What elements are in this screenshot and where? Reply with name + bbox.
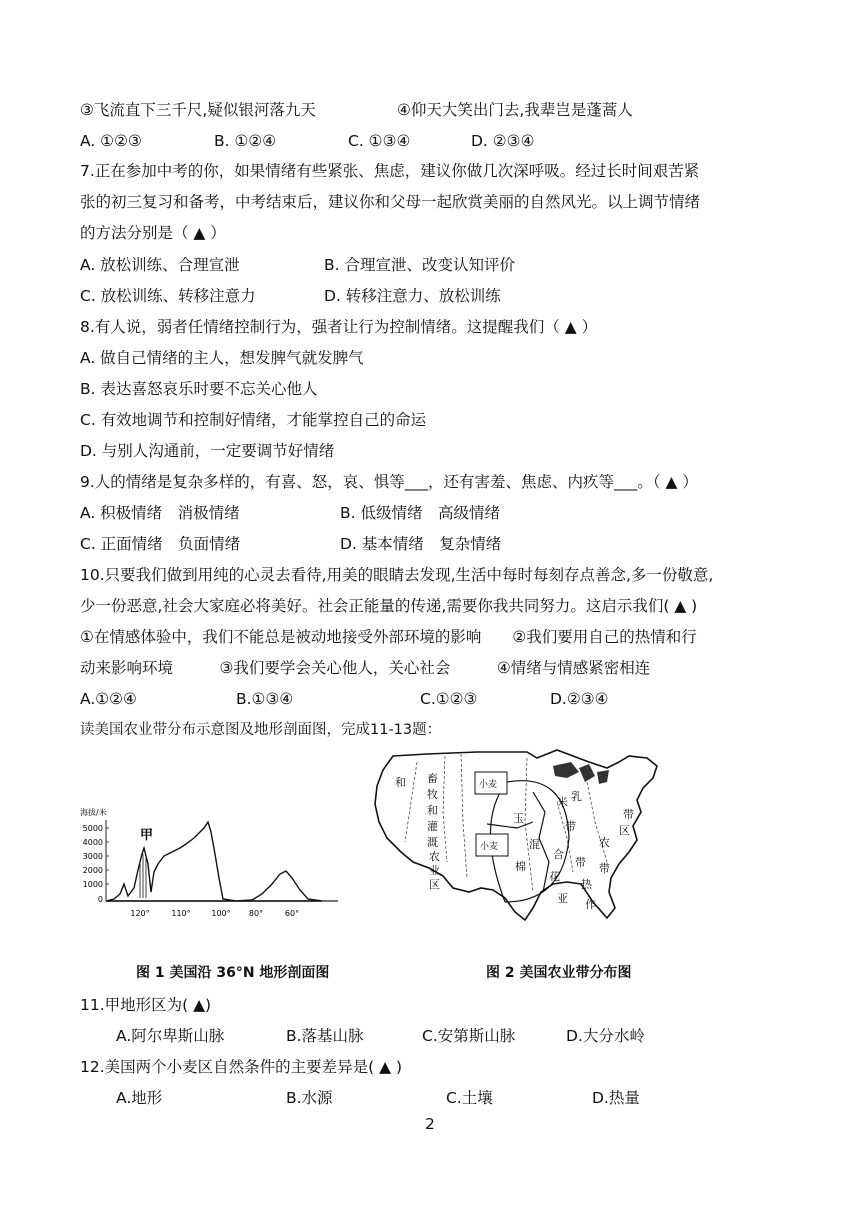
q8-option-a: A. 做自己情绪的主人，想发脾气就发脾气 <box>80 349 364 367</box>
q11-option-d: D.大分水岭 <box>566 1027 645 1045</box>
terrain-profile-figure <box>76 798 346 926</box>
q9-option-c: C. 正面情绪 负面情绪 <box>80 535 241 553</box>
map-label: 乳 <box>571 790 582 803</box>
q11-stem: 11.甲地形区为( ▲) <box>80 996 212 1014</box>
profile-ytick: 5000 <box>82 824 103 833</box>
map-label: 热 <box>581 878 592 891</box>
q10-line-1: 10.只要我们做到用纯的心灵去看待,用美的眼睛去发现,生活中每时每刻存点善念,多一份敬意, <box>80 566 714 584</box>
q7-option-b: B. 合理宣泄、改变认知评价 <box>324 256 515 274</box>
map-label: 作 <box>585 898 596 911</box>
us-agriculture-map <box>357 742 687 927</box>
q12-option-c: C.土壤 <box>446 1089 493 1107</box>
profile-xtick: 110° <box>171 909 191 918</box>
q7-option-a: A. 放松训练、合理宣泄 <box>80 256 240 274</box>
q9-option-a: A. 积极情绪 消极情绪 <box>80 504 240 522</box>
q10-option-c: C.①②③ <box>420 690 478 708</box>
q10-option-row <box>80 688 609 710</box>
q10-option-a: A.①②④ <box>80 690 137 708</box>
map-label: 带 <box>575 856 586 869</box>
map-label: 小麦 <box>480 842 499 852</box>
option-c: C. ①③④ <box>348 132 411 150</box>
q10-option-d: D.②③④ <box>550 690 609 708</box>
q12-option-b: B.水源 <box>286 1089 333 1107</box>
q9-stem: 9.人的情绪是复杂多样的，有喜、怒，哀、惧等___，还有害羞、焦虑、内疚等___。（ ▲ ） <box>80 473 698 491</box>
profile-xtick: 100° <box>211 909 231 918</box>
q10-line-2: 少一份恶意,社会大家庭必将美好。社会正能量的传递,需要你我共同努力。这启示我们( ▲ ) <box>80 597 698 615</box>
option-d: D. ②③④ <box>471 132 535 150</box>
map-label: 畜 <box>427 772 438 785</box>
map-label: 带 <box>565 820 576 833</box>
q9-option-b: B. 低级情绪 高级情绪 <box>340 504 500 522</box>
q10-line-3: ①在情感体验中，我们不能总是被动地接受外部环境的影响 ②我们要用自己的热情和行 <box>80 628 697 646</box>
q11-option-a: A.阿尔卑斯山脉 <box>116 1027 225 1045</box>
profile-ytick: 0 <box>97 895 103 904</box>
q12-option-row <box>116 1087 640 1109</box>
us-outline <box>375 750 657 920</box>
profile-xtick: 80° <box>248 909 264 918</box>
statement-3: ③飞流直下三千尺,疑似银河落九天 <box>80 101 316 119</box>
q7-line-1: 7.正在参加中考的你，如果情绪有些紧张、焦虑，建议你做几次深呼吸。经过长时间艰苦紧 <box>80 162 700 180</box>
map-label: 小麦 <box>479 780 498 790</box>
profile-ytick: 3000 <box>82 852 103 861</box>
q8-stem: 8.有人说，弱者任情绪控制行为，强者让行为控制情绪。这提醒我们（ ▲ ） <box>80 318 598 336</box>
q8-option-c: C. 有效地调节和控制好情绪，才能掌控自己的命运 <box>80 411 427 429</box>
page-number: 2 <box>425 1115 435 1133</box>
map-label: 米 <box>557 796 568 809</box>
q9-option-d: D. 基本情绪 复杂情绪 <box>340 535 502 553</box>
option-row <box>80 130 534 152</box>
map-label: 溉 <box>427 836 438 849</box>
terrain-profile <box>106 822 322 901</box>
figure-intro: 读美国农业带分布示意图及地形剖面图，完成11-13题： <box>80 722 442 738</box>
q8-option-d: D. 与别人沟通前，一定要调节好情绪 <box>80 442 335 460</box>
q7-option-d: D. 转移注意力、放松训练 <box>324 287 501 305</box>
q7-option-c: C. 放松训练、转移注意力 <box>80 287 256 305</box>
option-a: A. ①②③ <box>80 132 142 150</box>
map-label: 混 <box>529 838 540 851</box>
q7-option-row-2 <box>80 285 501 307</box>
map-label: 农 <box>429 850 440 863</box>
q10-option-b: B.①③④ <box>236 690 294 708</box>
profile-ytick: 1000 <box>82 880 103 889</box>
profile-xtick: 60° <box>284 909 300 918</box>
map-label: 花 <box>549 870 560 883</box>
map-label: 合 <box>553 848 564 861</box>
figure-1-caption: 图 1 美国沿 36°N 地形剖面图 <box>136 965 330 981</box>
q11-option-row <box>116 1025 645 1047</box>
q10-line-4: 动来影响环境 ③我们要学会关心他人，关心社会 ④情绪与情感紧密相连 <box>80 659 651 677</box>
q8-option-b: B. 表达喜怒哀乐时要不忘关心他人 <box>80 380 318 398</box>
q12-option-a: A.地形 <box>116 1089 163 1107</box>
q9-option-row-2 <box>80 533 501 555</box>
profile-marker-jia: 甲 <box>140 828 154 843</box>
map-label: 和 <box>395 776 406 789</box>
profile-ytick: 4000 <box>82 838 103 847</box>
q7-option-row-1 <box>80 254 515 276</box>
q11-option-b: B.落基山脉 <box>286 1027 364 1045</box>
q12-option-d: D.热量 <box>592 1089 640 1107</box>
map-label: 牧 <box>427 788 438 801</box>
map-label: 灌 <box>427 820 438 833</box>
map-label: 带 <box>599 862 610 875</box>
map-label: 区 <box>619 824 630 837</box>
map-label: 玉 <box>513 812 524 825</box>
map-label: 农 <box>599 836 610 849</box>
profile-ytick: 2000 <box>82 866 103 875</box>
q12-stem: 12.美国两个小麦区自然条件的主要差异是( ▲ ) <box>80 1058 403 1076</box>
statement-4: ④仰天大笑出门去,我辈岂是蓬蒿人 <box>397 101 633 119</box>
figure-2-caption: 图 2 美国农业带分布图 <box>486 965 632 981</box>
map-label: 和 <box>427 804 438 817</box>
profile-ylabel: 海拔/米 <box>80 808 107 817</box>
option-b: B. ①②④ <box>214 132 277 150</box>
profile-xtick: 120° <box>130 909 150 918</box>
q7-line-2: 张的初三复习和备考，中考结束后，建议你和父母一起欣赏美丽的自然风光。以上调节情绪 <box>80 193 701 211</box>
q9-option-row-1 <box>80 502 500 524</box>
map-label: 亚 <box>557 892 568 905</box>
map-label: 带 <box>623 808 634 821</box>
map-label: 棉 <box>515 860 526 873</box>
map-label: 区 <box>429 878 440 891</box>
map-label: 业 <box>429 864 440 877</box>
q11-option-c: C.安第斯山脉 <box>422 1027 516 1045</box>
q7-line-3: 的方法分别是（ ▲ ） <box>80 224 226 242</box>
